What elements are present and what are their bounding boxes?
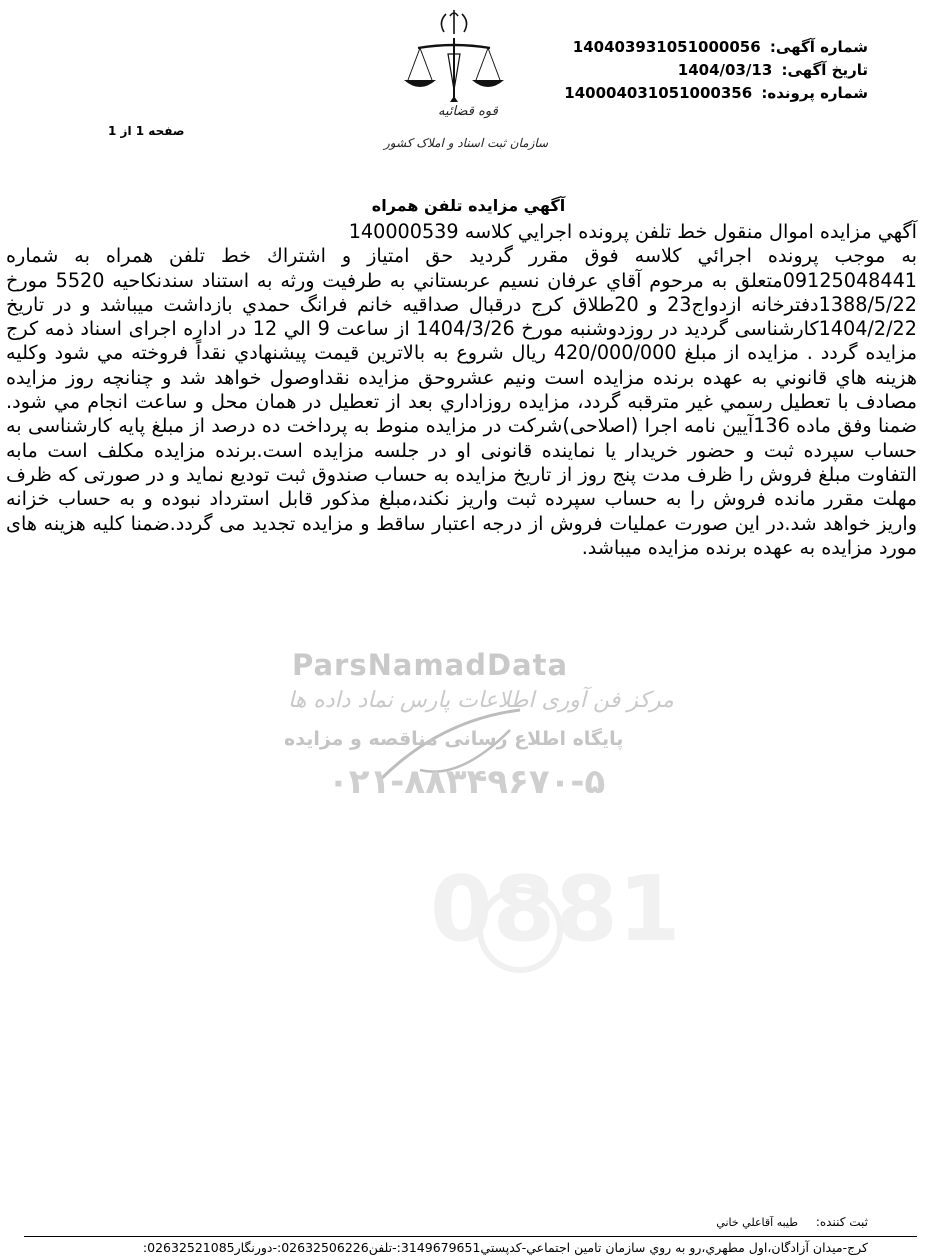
registrar-label: ثبت کننده: — [815, 1215, 868, 1229]
watermark-phone: ۰۲۱-۸۸۳۴۹۶۷۰-۵ — [328, 762, 606, 802]
emblem-caption-judiciary: قوه قضائیه — [438, 104, 498, 119]
notice-lead: آگهي مزايده اموال منقول خط تلفن پرونده اجرايي كلاسه 140000539 — [348, 220, 917, 243]
page-indicator: صفحه 1 از 1 — [108, 124, 185, 138]
watermark-logo-icon — [270, 640, 690, 1040]
office-address: كرج-ميدان آزادگان،اول مطهري،رو به روي سازمان تامين اجتماعي-كدپستي3149679651:-تلفن02632506226:-دورنگار02632521085: — [142, 1240, 868, 1255]
notice-number: 140403931051000056 — [572, 38, 761, 56]
notice-number-row — [508, 36, 868, 59]
notice-number-label: شماره آگهی: — [769, 38, 868, 56]
emblem-caption-registration: سازمان ثبت اسناد و املاک کشور — [384, 136, 549, 150]
footer-divider — [24, 1236, 917, 1237]
notice-meta — [508, 36, 868, 105]
watermark-tagline: پایگاه اطلاع رسانی مناقصه و مزایده — [284, 728, 624, 750]
case-number-label: شماره پرونده: — [761, 84, 868, 102]
svg-text:0881: 0881 — [430, 857, 681, 962]
notice-date: 1404/03/13 — [677, 61, 773, 79]
notice-title: آگهي مزايده تلفن همراه — [371, 196, 566, 215]
registrar — [716, 1215, 868, 1229]
notice-date-row — [508, 59, 868, 82]
watermark — [270, 640, 690, 1040]
case-number-row — [508, 82, 868, 105]
registrar-name: طيبه آقاعلي خاني — [716, 1216, 799, 1229]
watermark-brand: ParsNamadData — [292, 648, 569, 682]
notice-body — [6, 220, 917, 560]
notice-paragraph: به موجب پرونده اجرائي كلاسه فوق مقرر گرديد حق امتياز و اشتراك خط تلفن همراه به شماره 09125048441متعلق به مرحوم آقاي عرفان نسيم عربستاني به طرفيت ورثه به استناد سندنكاحيه 5520 مورخ 1388/5/22دفترخانه ازدواج23 و 20طلاق كرج درقبال صداقيه خانم فرانگ حمدي بازداشت ميباشد و در تاريخ 1404/2/22كارشناسی گرديد در روزدوشنبه مورخ 1404/3/26 از ساعت 9 الي 12 در اداره اجرای اسناد ذمه كرج مزايده گردد . مزايده از مبلغ 420/000/000 ريال شروع به بالاترين قيمت پيشنهادي نقداً فروخته مي شود وكليه هزينه هاي قانوني به عهده برنده مزايده است ونيم عشروحق مزايده نقداوصول خواهد شد و چنانچه روز مزايده مصادف با تعطيل رسمي غير مترقبه گردد، مزايده روزاداري بعد از تعطيل در همان محل و ساعت انجام مي شود. ضمنا وفق ماده 136آيين نامه اجرا (اصلاحی)شركت در مزايده منوط به پرداخت ده درصد از مبلغ پايه كارشناسی به حساب سپرده ثبت و حضور خريدار يا نماينده قانونی او در جلسه مزايده است.برنده مزايده مكلف است مابه التفاوت مبلغ فروش را ظرف مدت پنج روز از تاريخ مزايده به حساب صندوق ثبت توديع نمايد و در صورتی كه ظرف مهلت مقرر مانده فروش را به حساب سپرده ثبت واريز نكند،مبلغ مذكور قابل استرداد نبوده و به حساب خزانه واريز خواهد شد.در اين صورت عمليات فروش از درجه اعتبار ساقط و مزايده تجديد می گردد.ضمنا كليه هزينه های مورد مزايده به عهده برنده مزايده ميباشد. — [6, 244, 917, 559]
watermark-company: مرکز فن آوری اطلاعات پارس نماد داده ها — [288, 688, 674, 713]
notice-date-label: تاریخ آگهی: — [781, 61, 868, 79]
case-number: 14000403105100035‌6 — [564, 84, 753, 102]
